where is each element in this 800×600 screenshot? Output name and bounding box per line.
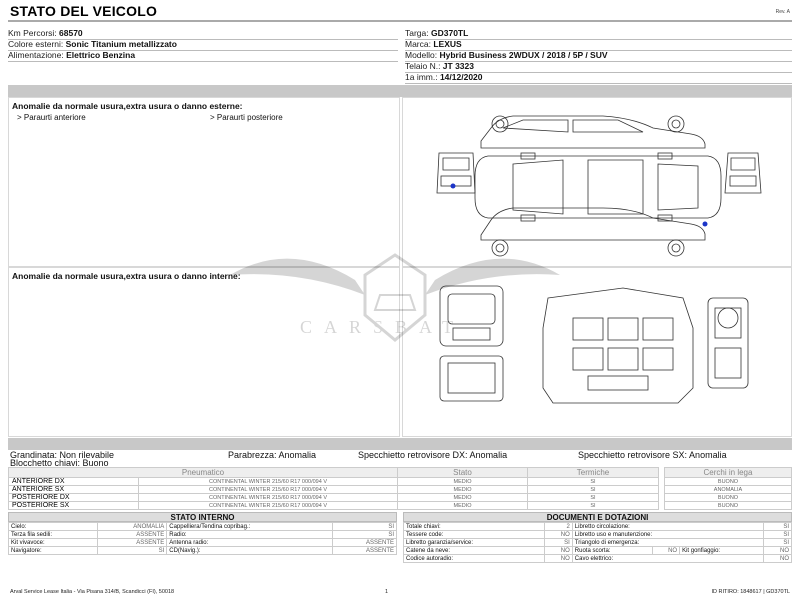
immatricolazione-row: 1a imm.: 14/12/2020 xyxy=(405,72,792,84)
tyres-table xyxy=(8,467,659,510)
table-row: Totale chiavi: 2 Libretto circolazione: SI xyxy=(404,523,792,531)
table-row: BUONO xyxy=(665,502,792,510)
table-row: Libretto garanzia/service: SI Triangolo di emergenza: SI xyxy=(404,539,792,547)
section-divider-bar xyxy=(8,85,792,97)
alimentazione-row: Alimentazione: Elettrico Benzina xyxy=(8,50,398,62)
blocchetto-status: Blocchetto chiavi: Buono xyxy=(10,458,109,468)
modello-row: Modello: Hybrid Business 2WDUX / 2018 / 5P / SUV xyxy=(405,50,792,62)
tyres-header-termiche: Termiche xyxy=(528,468,659,478)
checks-divider-bar xyxy=(8,438,792,450)
table-row: BUONO xyxy=(665,494,792,502)
table-row: BUONO xyxy=(665,478,792,486)
exterior-item: > Paraurti anteriore xyxy=(17,113,86,122)
targa-row: Targa: GD370TL xyxy=(405,28,792,40)
footer-page-number: 1 xyxy=(385,589,389,595)
table-row: ANOMALIA xyxy=(665,486,792,494)
footer-company: Arval Service Lease Italia - Via Pisana 314/B, Scandicci (FI), 50018 xyxy=(10,589,175,595)
table-row: ANTERIORE DX CONTINENTAL WINTER 215/60 R17 000/094 V MEDIO SI xyxy=(9,478,659,486)
car-exterior-diagram xyxy=(403,98,793,268)
carsbat-watermark xyxy=(230,245,560,355)
table-row: Codice autoradio: NO Cavo elettrico: NO xyxy=(404,555,792,563)
parabrezza-status: Parabrezza: Anomalia xyxy=(228,450,317,460)
specchio-sx-status: Specchietto retrovisore SX: Anomalia xyxy=(578,450,727,460)
exterior-title: Anomalie da normale usura,extra usura o danno esterne: xyxy=(12,101,243,111)
page-title: STATO DEL VEICOLO xyxy=(10,3,158,19)
stato-interno-table xyxy=(8,522,397,555)
km-row: Km Percorsi: 68570 xyxy=(8,28,398,40)
table-row: Navigatore: SI CD(Navig.): ASSENTE xyxy=(9,547,397,555)
table-row: Catene da neve: NO Ruota scorta: NO Kit gonfiaggio: NO xyxy=(404,547,792,555)
exterior-diagram-panel xyxy=(402,97,792,267)
stato-interno-title: STATO INTERNO xyxy=(8,512,397,522)
table-row: Kit vivavoce: ASSENTE Antenna radio: ASSENTE xyxy=(9,539,397,547)
exterior-notes-panel xyxy=(8,97,400,267)
table-row: POSTERIORE SX CONTINENTAL WINTER 215/60 R17 000/094 V MEDIO SI xyxy=(9,502,659,510)
telaio-row: Telaio N.: JT 3323 xyxy=(405,61,792,73)
table-row: Terza fila sedili: ASSENTE Radio: SI xyxy=(9,531,397,539)
table-row: Cielo: ANOMALIA Cappelliera/Tendina copribag.: SI xyxy=(9,523,397,531)
cerchi-table xyxy=(664,467,792,510)
documenti-table xyxy=(403,522,792,563)
table-row: ANTERIORE SX CONTINENTAL WINTER 215/60 R17 000/094 V MEDIO SI xyxy=(9,486,659,494)
exterior-item: > Paraurti posteriore xyxy=(210,113,283,122)
tyres-header-cerchi: Cerchi in lega xyxy=(665,468,792,478)
footer-ritiro-id: ID RITIRO: 1848617 | GD370TL xyxy=(711,589,790,595)
documenti-title: DOCUMENTI E DOTAZIONI xyxy=(403,512,792,522)
colore-row: Colore esterni: Sonic Titanium metallizzato xyxy=(8,39,398,51)
damage-marker-front-bumper xyxy=(451,184,456,189)
damage-marker-rear-bumper xyxy=(703,222,708,227)
tyres-header-stato: Stato xyxy=(398,468,528,478)
table-row: POSTERIORE DX CONTINENTAL WINTER 215/60 R17 000/094 V MEDIO SI xyxy=(9,494,659,502)
grandinata-status: Grandinata: Non rilevabile xyxy=(10,450,115,460)
specchio-dx-status: Specchietto retrovisore DX: Anomalia xyxy=(358,450,508,460)
marca-row: Marca: LEXUS xyxy=(405,39,792,51)
watermark-text: CARSBAT xyxy=(300,317,466,337)
title-divider xyxy=(8,20,792,22)
interior-title: Anomalie da normale usura,extra usura o danno interne: xyxy=(12,271,241,281)
tyres-header-pneumatico: Pneumatico xyxy=(9,468,398,478)
watermark-logo-icon xyxy=(230,245,560,355)
revision-label: Rev. A xyxy=(775,9,790,15)
table-row: Tessere code: NO Libretto uso e manutenzione: SI xyxy=(404,531,792,539)
